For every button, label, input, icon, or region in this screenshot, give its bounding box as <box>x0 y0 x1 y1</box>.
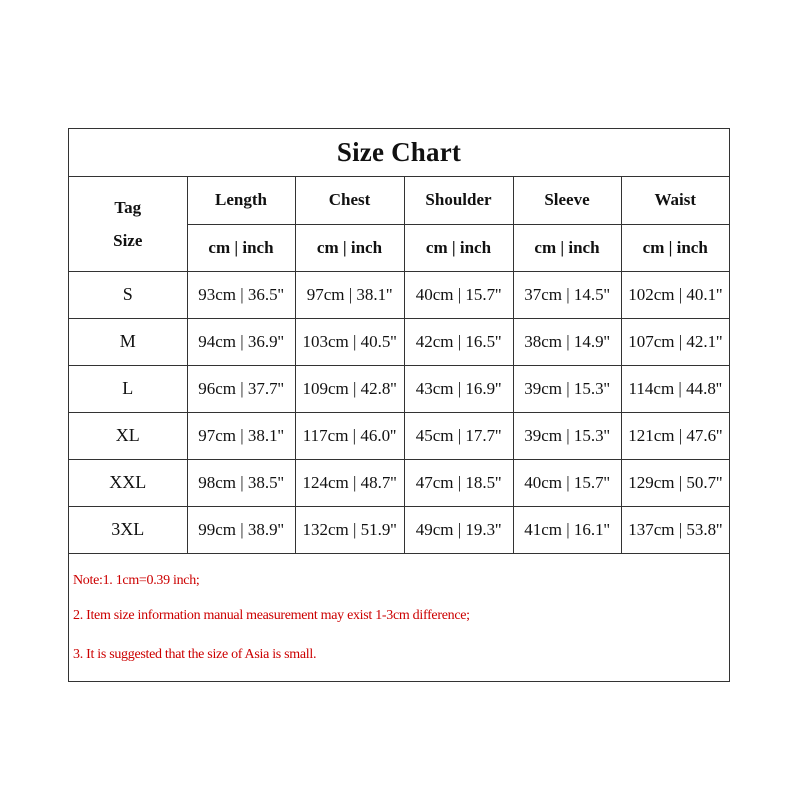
chart-title: Size Chart <box>69 129 729 177</box>
measurement-cell: 41cm | 16.1'' <box>513 506 621 553</box>
unit-label: cm | inch <box>513 224 621 271</box>
measurement-cell: 42cm | 16.5'' <box>404 318 513 365</box>
measurement-cell: 132cm | 51.9'' <box>295 506 404 553</box>
measurement-cell: 109cm | 42.8'' <box>295 365 404 412</box>
measurement-cell: 97cm | 38.1'' <box>187 412 295 459</box>
table-row <box>69 365 729 412</box>
measurement-cell: 45cm | 17.7'' <box>404 412 513 459</box>
measurement-cell: 99cm | 38.9'' <box>187 506 295 553</box>
measurement-cell: 114cm | 44.8'' <box>621 365 729 412</box>
measurement-cell: 49cm | 19.3'' <box>404 506 513 553</box>
measurement-cell: 40cm | 15.7'' <box>404 271 513 318</box>
measurement-cell: 38cm | 14.9'' <box>513 318 621 365</box>
measurement-cell: 93cm | 36.5'' <box>187 271 295 318</box>
measurement-cell: 117cm | 46.0'' <box>295 412 404 459</box>
measurement-cell: 47cm | 18.5'' <box>404 459 513 506</box>
measurement-cell: 137cm | 53.8'' <box>621 506 729 553</box>
column-header-length: Length <box>187 177 295 224</box>
size-cell: S <box>69 271 187 318</box>
unit-label: cm | inch <box>295 224 404 271</box>
unit-label: cm | inch <box>187 224 295 271</box>
tag-size-header <box>69 177 187 271</box>
table-row <box>69 318 729 365</box>
note-line-2: 2. Item size information manual measurement may exist 1-3cm difference; <box>73 608 470 623</box>
measurement-cell: 98cm | 38.5'' <box>187 459 295 506</box>
unit-label: cm | inch <box>621 224 729 271</box>
size-label: Size <box>113 230 143 250</box>
column-header-chest: Chest <box>295 177 404 224</box>
measurement-cell: 103cm | 40.5'' <box>295 318 404 365</box>
column-header-waist: Waist <box>621 177 729 224</box>
tag-label: Tag <box>114 197 142 217</box>
column-header-sleeve: Sleeve <box>513 177 621 224</box>
measurement-cell: 102cm | 40.1'' <box>621 271 729 318</box>
size-table <box>69 177 729 554</box>
size-cell: XL <box>69 412 187 459</box>
measurement-cell: 37cm | 14.5'' <box>513 271 621 318</box>
measurement-cell: 124cm | 48.7'' <box>295 459 404 506</box>
measurement-cell: 96cm | 37.7'' <box>187 365 295 412</box>
size-cell: XXL <box>69 459 187 506</box>
header-row <box>69 177 729 224</box>
measurement-cell: 97cm | 38.1'' <box>295 271 404 318</box>
size-cell: L <box>69 365 187 412</box>
size-chart <box>68 128 730 682</box>
column-header-shoulder: Shoulder <box>404 177 513 224</box>
size-cell: 3XL <box>69 506 187 553</box>
table-row <box>69 412 729 459</box>
measurement-cell: 39cm | 15.3'' <box>513 412 621 459</box>
table-row <box>69 506 729 553</box>
table-row <box>69 271 729 318</box>
measurement-cell: 39cm | 15.3'' <box>513 365 621 412</box>
measurement-cell: 94cm | 36.9'' <box>187 318 295 365</box>
measurement-cell: 129cm | 50.7'' <box>621 459 729 506</box>
table-row <box>69 459 729 506</box>
note-line-3: 3. It is suggested that the size of Asia is small. <box>73 647 317 662</box>
size-cell: M <box>69 318 187 365</box>
measurement-cell: 107cm | 42.1'' <box>621 318 729 365</box>
measurement-cell: 121cm | 47.6'' <box>621 412 729 459</box>
note-line-1: Note:1. 1cm=0.39 inch; <box>73 573 200 588</box>
measurement-cell: 43cm | 16.9'' <box>404 365 513 412</box>
measurement-cell: 40cm | 15.7'' <box>513 459 621 506</box>
unit-label: cm | inch <box>404 224 513 271</box>
